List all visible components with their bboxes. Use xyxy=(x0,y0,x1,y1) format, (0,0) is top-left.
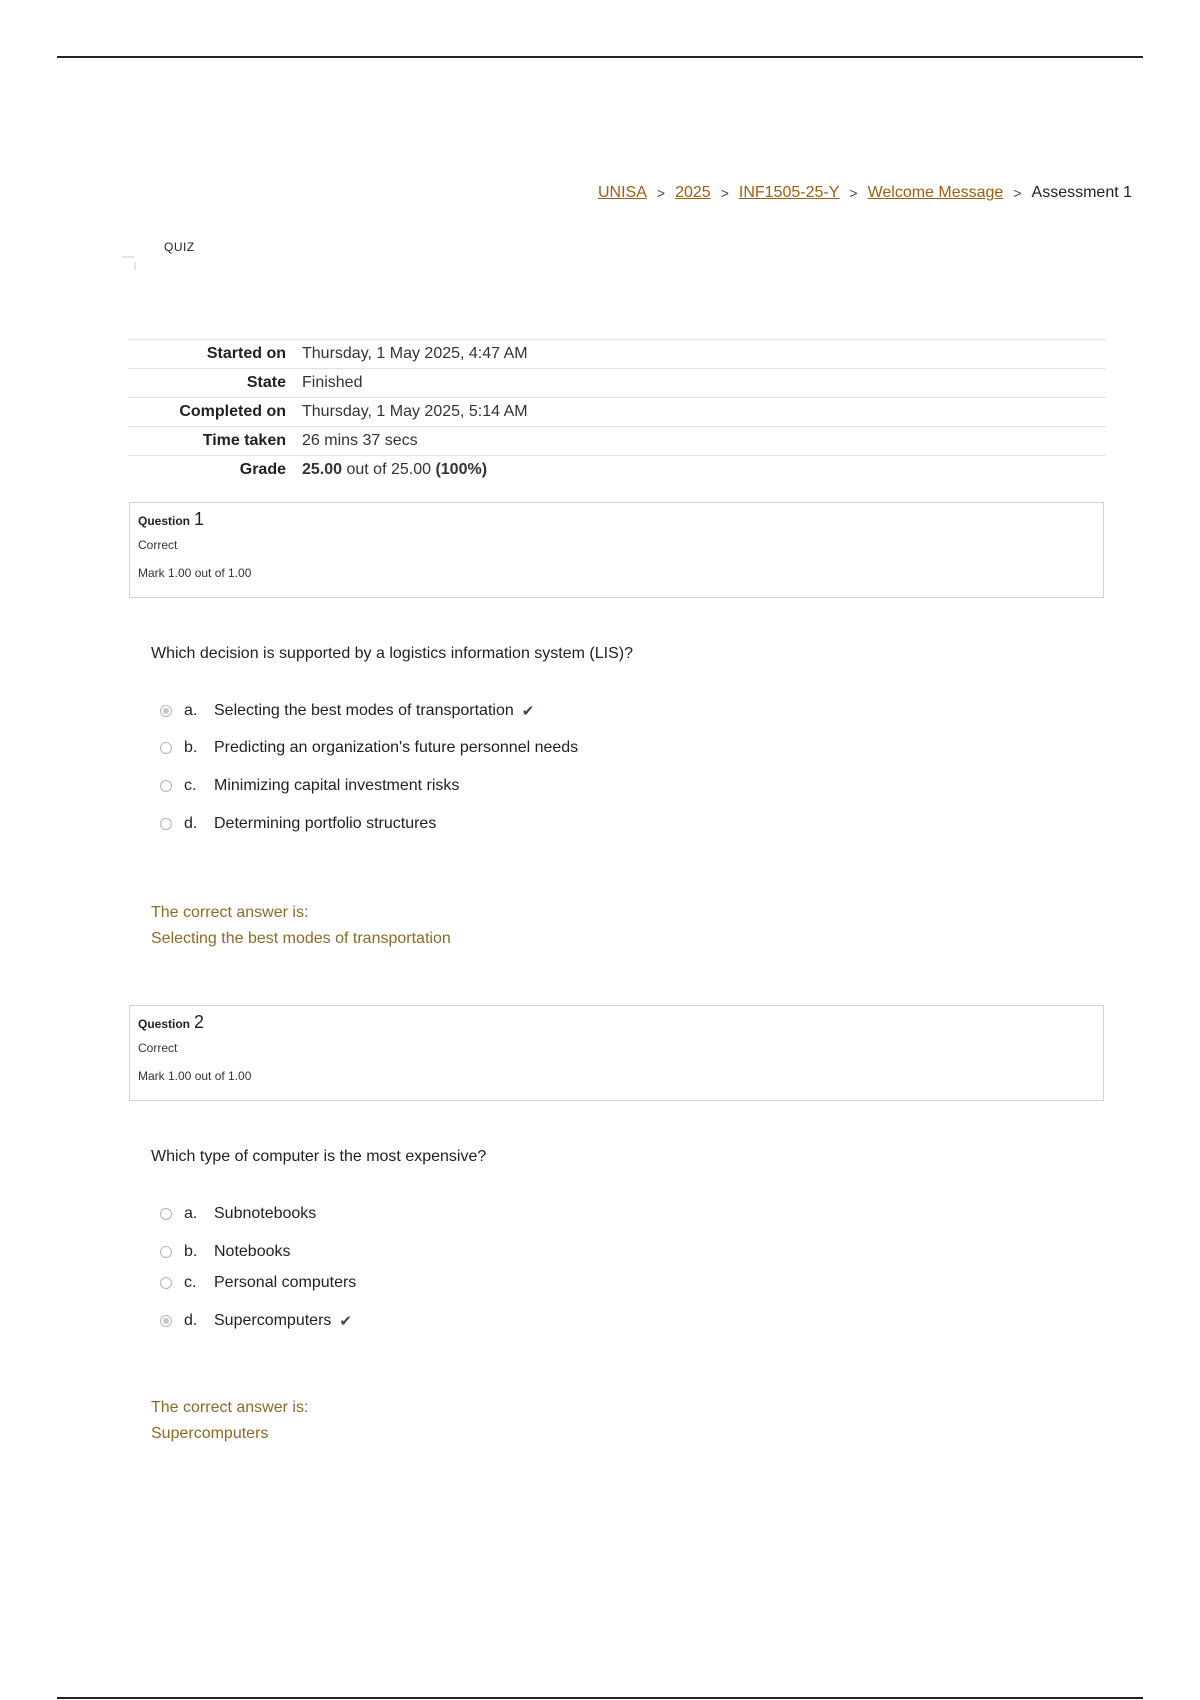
breadcrumb-link-year[interactable]: 2025 xyxy=(675,184,711,201)
summary-label: State xyxy=(246,374,286,391)
radio-button[interactable] xyxy=(160,1277,172,1289)
feedback-answer: Selecting the best modes of transportation xyxy=(151,930,451,947)
grade-percent: (100%) xyxy=(435,461,488,478)
breadcrumb xyxy=(598,184,1132,202)
checkmark-icon: ✔ xyxy=(339,1313,352,1330)
question-mark: Mark 1.00 out of 1.00 xyxy=(138,566,252,580)
feedback-label: The correct answer is: xyxy=(151,904,309,921)
answer-option[interactable] xyxy=(160,777,459,795)
summary-value: 26 mins 37 secs xyxy=(302,432,418,449)
feedback-box xyxy=(151,1395,308,1447)
question-text: Which type of computer is the most expensive? xyxy=(151,1148,487,1165)
radio-button[interactable] xyxy=(160,1246,172,1258)
answer-option[interactable] xyxy=(160,702,534,720)
quiz-label: QUIZ xyxy=(164,240,195,254)
question-info-box xyxy=(129,1005,1104,1101)
question-state: Correct xyxy=(138,538,178,552)
radio-button[interactable] xyxy=(160,818,172,830)
chevron-right-icon: > xyxy=(656,185,666,201)
summary-label: Grade xyxy=(239,461,286,478)
quiz-icon xyxy=(116,236,142,266)
chevron-right-icon: > xyxy=(720,185,729,201)
summary-label: Started on xyxy=(206,345,286,362)
option-letter: d. xyxy=(184,815,198,832)
radio-button[interactable] xyxy=(160,780,172,792)
question-word: Question xyxy=(138,1017,191,1031)
answer-option[interactable] xyxy=(160,1205,316,1223)
radio-button[interactable] xyxy=(160,1315,172,1327)
summary-row-grade xyxy=(128,456,1106,485)
question-state: Correct xyxy=(138,1041,178,1055)
answer-option[interactable] xyxy=(160,1312,352,1330)
option-letter: d. xyxy=(184,1312,198,1329)
option-text: Supercomputers xyxy=(214,1312,332,1329)
radio-button[interactable] xyxy=(160,742,172,754)
option-text: Minimizing capital investment risks xyxy=(214,777,460,794)
option-text: Subnotebooks xyxy=(214,1205,317,1222)
option-letter: b. xyxy=(184,739,198,756)
feedback-label: The correct answer is: xyxy=(151,1399,309,1416)
option-letter: a. xyxy=(184,1205,198,1222)
feedback-box xyxy=(151,900,451,952)
option-text: Determining portfolio structures xyxy=(214,815,437,832)
grade-out-of: out of 25.00 xyxy=(342,461,436,478)
question-number-value: 1 xyxy=(194,509,205,529)
quiz-header xyxy=(116,236,195,266)
page-bottom-rule xyxy=(57,1697,1143,1699)
summary-value: Thursday, 1 May 2025, 4:47 AM xyxy=(302,345,528,362)
checkmark-icon: ✔ xyxy=(521,703,535,720)
option-letter: c. xyxy=(184,1274,197,1291)
question-info-box xyxy=(129,502,1104,598)
summary-value: Thursday, 1 May 2025, 5:14 AM xyxy=(302,403,528,420)
question-number xyxy=(138,1012,1095,1033)
question-word: Question xyxy=(138,514,191,528)
chevron-right-icon: > xyxy=(849,185,858,201)
option-text: Personal computers xyxy=(214,1274,357,1291)
summary-row-state xyxy=(128,369,1106,398)
attempt-summary-table xyxy=(128,339,1106,484)
breadcrumb-link-course[interactable]: INF1505-25-Y xyxy=(738,184,840,201)
chevron-right-icon: > xyxy=(1013,185,1022,201)
question-text: Which decision is supported by a logistics information system (LIS)? xyxy=(151,645,633,662)
question-number-value: 2 xyxy=(194,1012,205,1032)
summary-row-time xyxy=(128,427,1106,456)
answer-option[interactable] xyxy=(160,815,436,833)
summary-row-started xyxy=(128,340,1106,369)
summary-label: Time taken xyxy=(202,432,286,449)
grade-value xyxy=(302,456,1106,485)
feedback-answer: Supercomputers xyxy=(151,1425,269,1442)
page-top-rule xyxy=(57,56,1143,58)
breadcrumb-link-welcome[interactable]: Welcome Message xyxy=(867,184,1004,201)
answer-option[interactable] xyxy=(160,739,578,757)
option-text: Notebooks xyxy=(214,1243,291,1260)
option-letter: b. xyxy=(184,1243,198,1260)
breadcrumb-current: Assessment 1 xyxy=(1031,184,1132,201)
option-letter: a. xyxy=(184,702,198,719)
grade-score: 25.00 xyxy=(302,461,343,478)
option-text: Selecting the best modes of transportation xyxy=(214,702,514,719)
answer-option[interactable] xyxy=(160,1243,291,1261)
radio-button[interactable] xyxy=(160,1208,172,1220)
question-number xyxy=(138,509,1095,530)
option-letter: c. xyxy=(184,777,197,794)
radio-button[interactable] xyxy=(160,705,172,717)
breadcrumb-link-unisa[interactable]: UNISA xyxy=(598,184,647,201)
summary-row-completed xyxy=(128,398,1106,427)
summary-value: Finished xyxy=(302,374,363,391)
option-text: Predicting an organization's future personnel needs xyxy=(214,739,579,756)
summary-label: Completed on xyxy=(179,403,286,420)
question-mark: Mark 1.00 out of 1.00 xyxy=(138,1069,252,1083)
answer-option[interactable] xyxy=(160,1274,356,1292)
